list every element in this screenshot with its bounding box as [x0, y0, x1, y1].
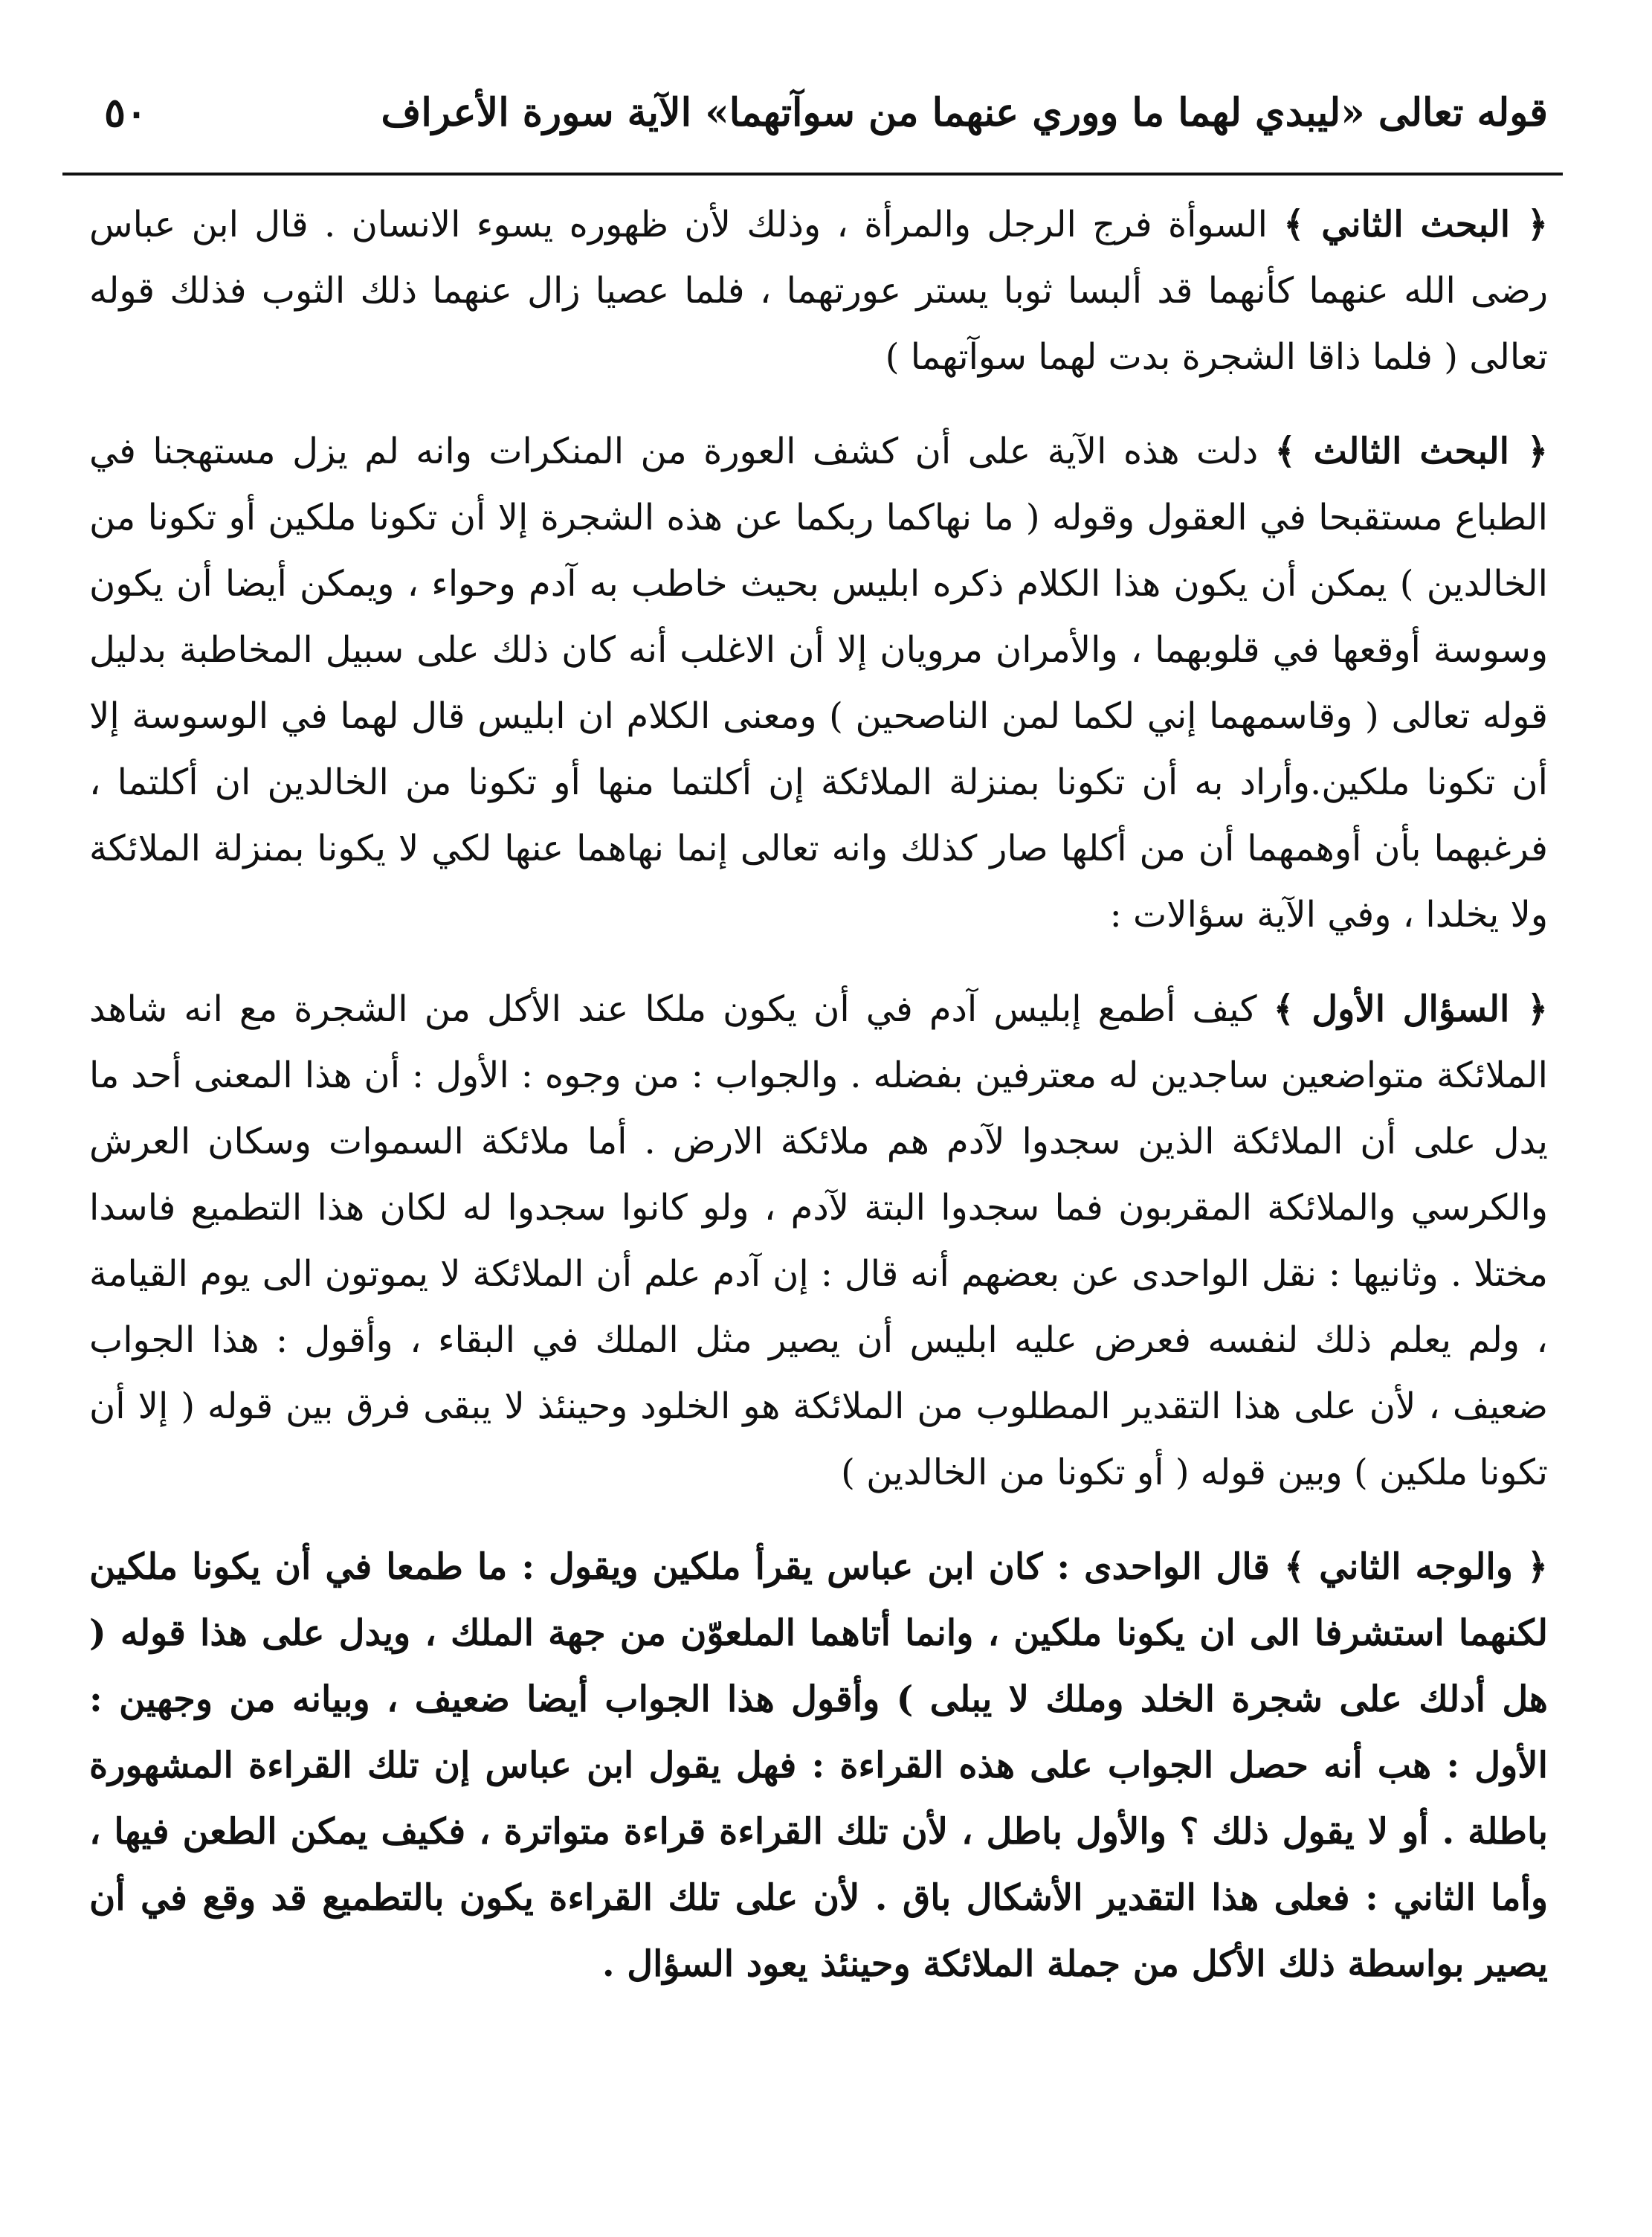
page-number: ٥٠ — [104, 88, 148, 136]
running-title: قوله تعالى «ليبدي لهما ما ووري عنهما من سوآتهما» الآية سورة الأعراف — [381, 89, 1548, 135]
page-body — [89, 192, 1548, 1998]
header-divider — [62, 173, 1563, 176]
section-third-inquiry — [89, 419, 1548, 948]
running-header — [104, 71, 1548, 153]
section-second-inquiry — [89, 192, 1548, 390]
section-text: دلت هذه الآية على أن كشف العورة من المنكرات وانه لم يزل مستهجنا في الطباع مستقبحا في العقول وقوله ( ما نهاكما ربكما عن هذه الشجرة إلا أن تكونا ملكين أو تكونا من الخالدين ) يمكن أن يكون هذا الكلام ذكره ابليس بحيث خاطب به آدم وحواء ، ويمكن أيضا أن يكون وسوسة أوقعها في قلوبهما ، والأمران مرويان إلا أن الاغلب أنه كان ذلك على سبيل المخاطبة بدليل قوله تعالى ( وقاسمهما إني لكما لمن الناصحين ) ومعنى الكلام ان ابليس قال لهما في الوسوسة إلا أن تكونا ملكين.وأراد به أن تكونا بمنزلة الملائكة إن أكلتما منها أو تكونا من الخالدين ان أكلتما ، فرغبهما بأن أوهمهما أن من أكلها صار كذلك وانه تعالى إنما نهاهما عنها لكي لا يكونا بمنزلة الملائكة ولا يخلدا ، وفي الآية سؤالات : — [89, 431, 1548, 936]
section-heading: ﴿ البحث الثالث ﴾ — [1274, 431, 1548, 472]
section-heading: ﴿ السؤال الأول ﴾ — [1273, 988, 1548, 1030]
section-heading: ﴿ والوجه الثاني ﴾ — [1284, 1546, 1548, 1588]
section-heading: ﴿ البحث الثاني ﴾ — [1283, 204, 1548, 245]
section-text: كيف أطمع إبليس آدم في أن يكون ملكا عند الأكل من الشجرة مع انه شاهد الملائكة متواضعين ساجدين له معترفين بفضله . والجواب : من وجوه : الأول : أن هذا المعنى أحد ما يدل على أن الملائكة الذين سجدوا لآدم هم ملائكة الارض . أما ملائكة السموات وسكان العرش والكرسي والملائكة المقربون فما سجدوا البتة لآدم ، ولو كانوا سجدوا له لكان هذا التطميع فاسدا مختلا . وثانيها : نقل الواحدى عن بعضهم أنه قال : إن آدم علم أن الملائكة لا يموتون الى يوم القيامة ، ولم يعلم ذلك لنفسه فعرض عليه ابليس أن يصير مثل الملك في البقاء ، وأقول : هذا الجواب ضعيف ، لأن على هذا التقدير المطلوب من الملائكة هو الخلود وحينئذ لا يبقى فرق بين قوله ( إلا أن تكونا ملكين ) وبين قوله ( أو تكونا من الخالدين ) — [89, 988, 1549, 1493]
section-text: قال الواحدى : كان ابن عباس يقرأ ملكين ويقول : ما طمعا في أن يكونا ملكين لكنهما استشرفا الى ان يكونا ملكين ، وانما أتاهما الملعوّن من جهة الملك ، ويدل على هذا قوله ( هل أدلك على شجرة الخلد وملك لا يبلى ) وأقول هذا الجواب أيضا ضعيف ، وبيانه من وجهين : الأول : هب أنه حصل الجواب على هذه القراءة : فهل يقول ابن عباس إن تلك القراءة المشهورة باطلة . أو لا يقول ذلك ؟ والأول باطل ، لأن تلك القراءة قراءة متواترة ، فكيف يمكن الطعن فيها ، وأما الثاني : فعلى هذا التقدير الأشكال باق . لأن على تلك القراءة يكون بالتطميع قد وقع في أن يصير بواسطة ذلك الأكل من جملة الملائكة وحينئذ يعود السؤال . — [89, 1546, 1549, 1985]
section-text: السوأة فرج الرجل والمرأة ، وذلك لأن ظهوره يسوء الانسان . قال ابن عباس رضى الله عنهما كأنهما قد ألبسا ثوبا يستر عورتهما ، فلما عصيا زال عنهما ذلك الثوب فذلك قوله تعالى ( فلما ذاقا الشجرة بدت لهما سوآتهما ) — [89, 204, 1548, 378]
section-first-question — [89, 976, 1548, 1506]
section-second-aspect — [89, 1534, 1548, 1998]
